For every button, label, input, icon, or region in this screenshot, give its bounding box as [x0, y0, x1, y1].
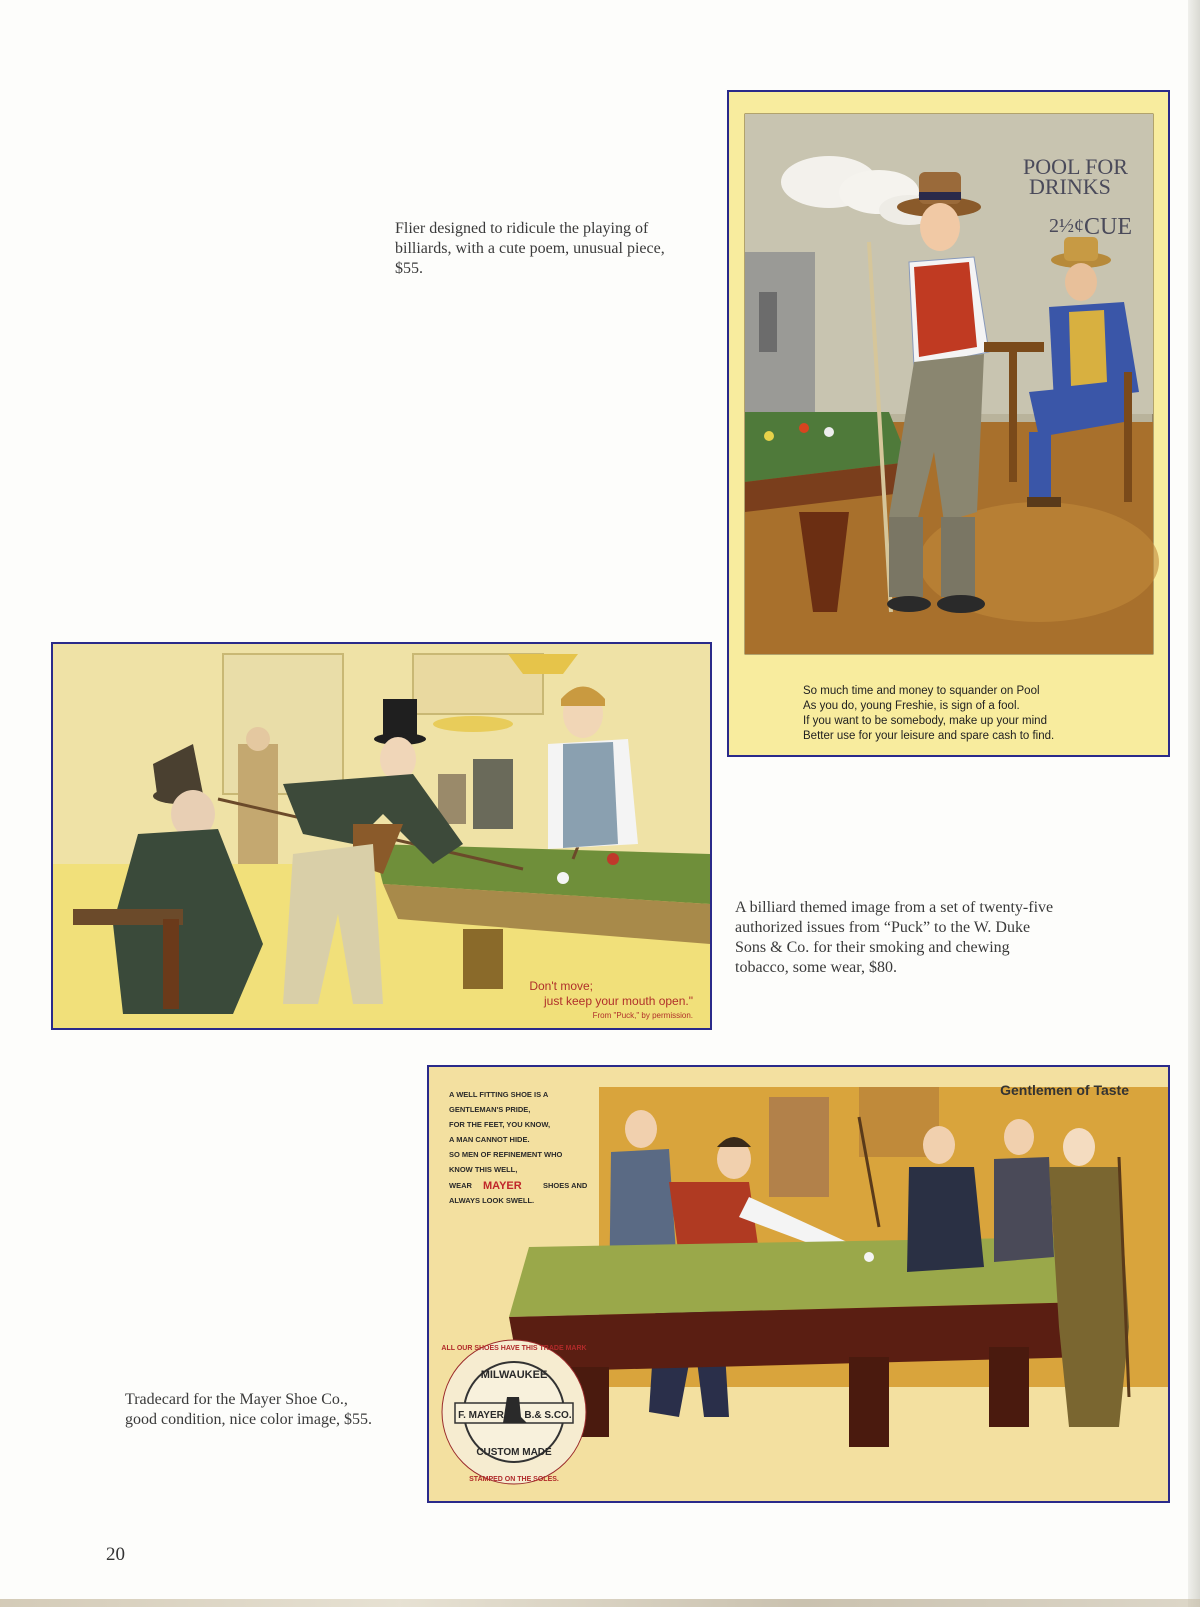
mayer-poem-line: A WELL FITTING SHOE IS A	[449, 1090, 549, 1099]
mayer-poem-line: FOR THE FEET, YOU KNOW,	[449, 1120, 551, 1129]
sign-price: 2½¢	[1049, 215, 1084, 237]
mayer-trademark-seal	[441, 1340, 586, 1484]
duke-caption-line2: just keep your mouth open."	[543, 994, 693, 1008]
sign-drinks: DRINKS	[1029, 174, 1111, 199]
mayer-headline: Gentlemen of Taste	[1000, 1082, 1129, 1098]
flier-caption-line: billiards, with a cute poem, unusual piece,	[395, 240, 665, 257]
flier-illustration	[729, 92, 1168, 755]
duke-caption	[735, 898, 1115, 978]
duke-caption-line: tobacco, some wear, $80.	[735, 959, 897, 976]
seal-left: F. MAYER	[458, 1410, 504, 1421]
duke-caption-line: A billiard themed image from a set of twenty-five	[735, 899, 1054, 916]
mayer-caption-line: Tradecard for the Mayer Shoe Co.,	[125, 1391, 348, 1408]
flier-poem-line: As you do, young Freshie, is sign of a fool.	[803, 700, 1020, 712]
flier-poem-line: So much time and money to squander on Pool	[803, 685, 1040, 697]
duke-caption-line: authorized issues from “Puck” to the W. Duke	[735, 919, 1031, 936]
flier-poem-line: Better use for your leisure and spare cash to find.	[803, 730, 1055, 742]
mayer-poem-line: GENTLEMAN'S PRIDE,	[449, 1105, 531, 1114]
flier-poem-line: If you want to be somebody, make up your mind	[803, 715, 1047, 727]
seal-custom: CUSTOM MADE	[476, 1447, 552, 1458]
bottom-edge-strip	[0, 1599, 1200, 1607]
sign-cue: CUE	[1084, 214, 1132, 240]
duke-illustration	[53, 644, 710, 1028]
mayer-poem-shoes: SHOES AND	[543, 1181, 588, 1190]
duke-card	[51, 642, 712, 1030]
flier-caption-line: $55.	[395, 260, 423, 277]
mayer-poem-last: ALWAYS LOOK SWELL.	[449, 1196, 535, 1205]
seal-right: B.& S.CO.	[524, 1410, 572, 1421]
mayer-caption	[125, 1390, 425, 1430]
duke-caption-line: Sons & Co. for their smoking and chewing	[735, 939, 1010, 956]
mayer-poem-wear: WEAR	[449, 1181, 472, 1190]
flier-caption	[395, 219, 715, 279]
duke-credit: From "Puck," by permission.	[592, 1011, 693, 1020]
mayer-illustration	[429, 1067, 1168, 1501]
seal-top: ALL OUR SHOES HAVE THIS TRADE MARK	[441, 1345, 587, 1352]
mayer-poem-line: A MAN CANNOT HIDE.	[449, 1135, 530, 1144]
duke-caption-line1: Don't move;	[529, 979, 593, 993]
flier-card	[727, 90, 1170, 757]
seal-city: MILWAUKEE	[480, 1369, 548, 1381]
sign-pool-for: POOL FOR	[1023, 154, 1128, 179]
seal-bottom: STAMPED ON THE SOLES.	[469, 1476, 559, 1483]
flier-caption-line: Flier designed to ridicule the playing of	[395, 220, 649, 237]
mayer-poem-brand: MAYER	[483, 1180, 522, 1192]
mayer-poem-line: SO MEN OF REFINEMENT WHO	[449, 1150, 563, 1159]
mayer-poem-line: KNOW THIS WELL,	[449, 1165, 518, 1174]
page-number: 20	[106, 1544, 125, 1565]
mayer-caption-line: good condition, nice color image, $55.	[125, 1411, 373, 1428]
mayer-card	[427, 1065, 1170, 1503]
page-edge-shadow	[1188, 0, 1200, 1607]
